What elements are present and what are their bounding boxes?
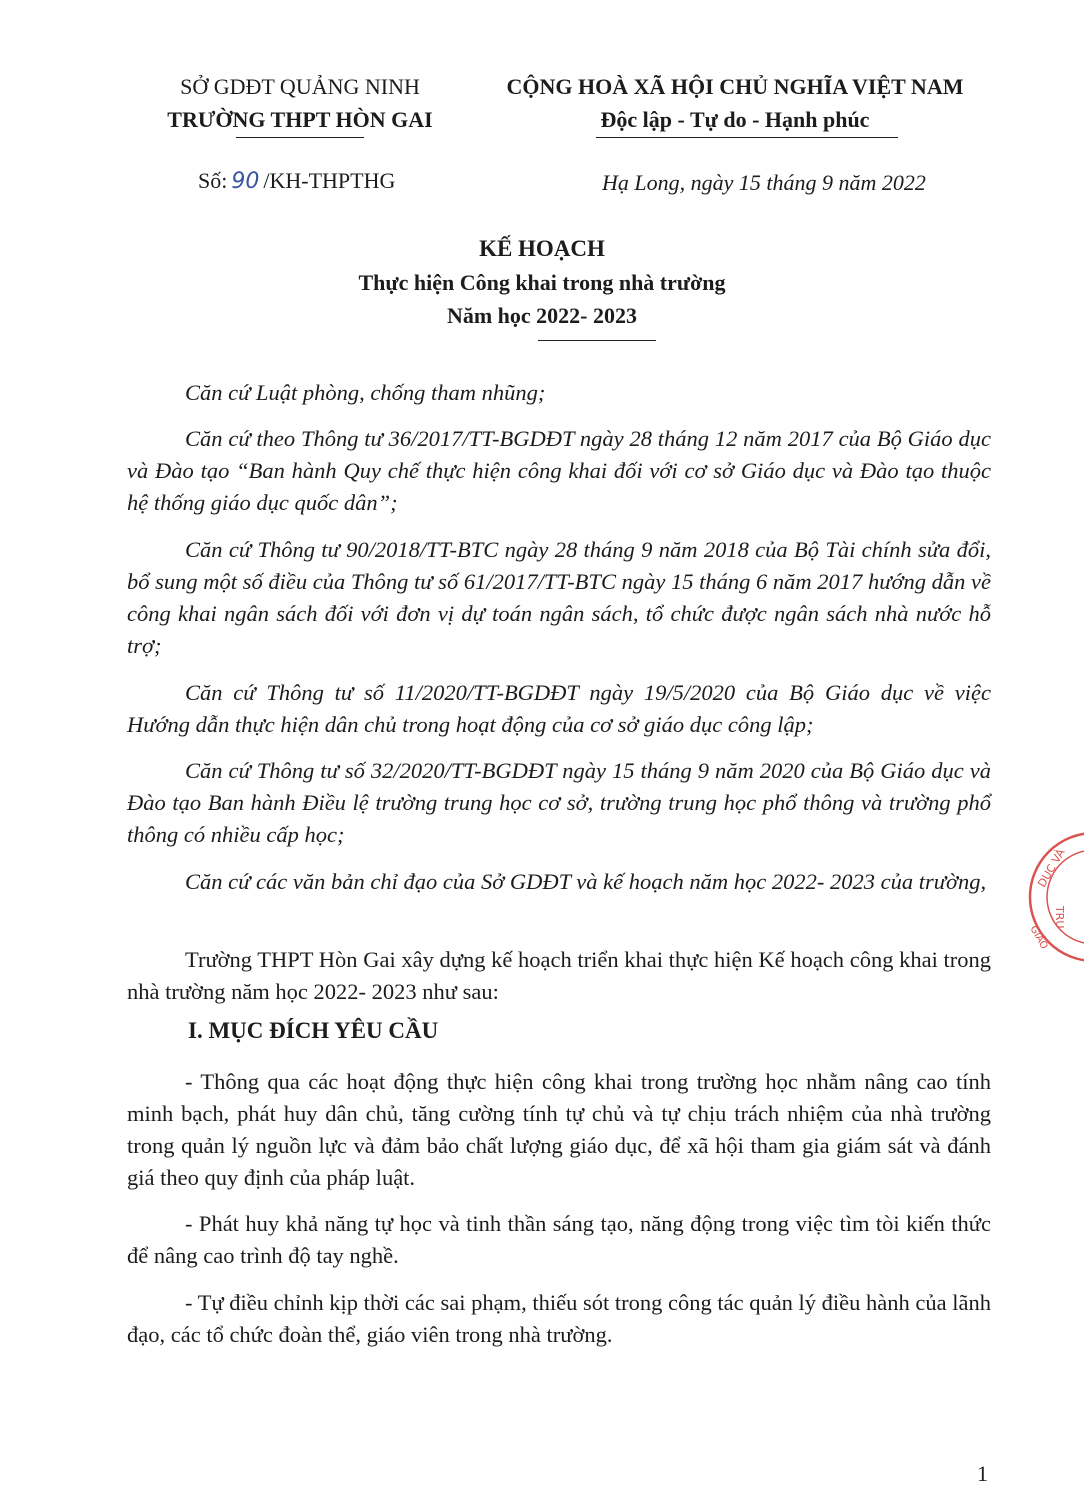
- legal-basis-2: Căn cứ theo Thông tư 36/2017/TT-BGDĐT ngày 28 tháng 12 năm 2017 của Bộ Giáo dục và Đào tạo “Ban hành Quy chế thực hiện công khai đối với cơ sở Giáo dục và Đào tạo thuộc hệ thống giáo dục quốc dân”;: [127, 426, 991, 515]
- stamp-text-top: DỤC VÀ: [1035, 846, 1068, 890]
- page-number: 1: [977, 1461, 988, 1486]
- purpose-item-1: - Thông qua các hoạt động thực hiện công khai trong trường học nhằm nâng cao tính minh bạch, phát huy dân chủ, tăng cường tính tự chủ và tự chịu trách nhiệm của nhà trường trong quản lý nguồn lực và đảm bảo chất lượng giáo dục, để xã hội tham gia giám sát và đánh giá theo quy định của pháp luật.: [127, 1069, 991, 1190]
- section-heading: I. MỤC ĐÍCH YÊU CẦU: [188, 1018, 439, 1043]
- document-year: Năm học 2022- 2023: [446, 303, 638, 328]
- legal-basis-4: Căn cứ Thông tư số 11/2020/TT-BGDĐT ngày 19/5/2020 của Bộ Giáo dục về việc Hướng dẫn thực hiện dân chủ trong hoạt động của cơ sở giáo dục công lập;: [127, 680, 991, 737]
- title-underline: [538, 340, 656, 341]
- document-date: Hạ Long, ngày 15 tháng 9 năm 2022: [602, 170, 926, 195]
- purpose-item-3: - Tự điều chỉnh kịp thời các sai phạm, thiếu sót trong công tác quản lý điều hành của lãnh đạo, các tổ chức đoàn thể, giáo viên trong nhà trường.: [127, 1290, 991, 1347]
- stamp-text-side: TRU: [1053, 906, 1066, 929]
- issuer-underline: [236, 137, 364, 138]
- motto-underline: [596, 137, 898, 138]
- document-subtitle: Thực hiện Công khai trong nhà trường: [358, 270, 726, 295]
- national-motto: Độc lập - Tự do - Hạnh phúc: [600, 107, 870, 132]
- number-prefix: Số:: [198, 168, 228, 193]
- intro-paragraph: Trường THPT Hòn Gai xây dựng kế hoạch triển khai thực hiện Kế hoạch công khai trong nhà trường năm học 2022- 2023 như sau:: [127, 947, 991, 1004]
- legal-basis-1: Căn cứ Luật phòng, chống tham nhũng;: [185, 380, 546, 405]
- document-number: [198, 167, 395, 196]
- official-stamp: [1022, 828, 1084, 966]
- legal-basis-6: Căn cứ các văn bản chỉ đạo của Sở GDĐT và kế hoạch năm học 2022- 2023 của trường,: [185, 869, 987, 894]
- issuer-school: TRƯỜNG THPT HÒN GAI: [167, 107, 433, 132]
- number-suffix: /KH-THPTHG: [263, 168, 396, 193]
- national-title: CỘNG HOÀ XÃ HỘI CHỦ NGHĨA VIỆT NAM: [506, 74, 964, 99]
- document-title: KẾ HOẠCH: [479, 236, 605, 261]
- purpose-item-2: - Phát huy khả năng tự học và tinh thần sáng tạo, năng động trong việc tìm tòi kiến thức để nâng cao trình độ tay nghề.: [127, 1211, 991, 1268]
- issuer-department: SỞ GDĐT QUẢNG NINH: [180, 74, 420, 99]
- stamp-text-bottom: GIÁO: [1027, 924, 1050, 952]
- legal-basis-3: Căn cứ Thông tư 90/2018/TT-BTC ngày 28 tháng 9 năm 2018 của Bộ Tài chính sửa đổi, bổ sung một số điều của Thông tư số 61/2017/TT-BTC ngày 15 tháng 6 năm 2017 hướng dẫn về công khai ngân sách đối với đơn vị dự toán ngân sách, tổ chức được ngân sách nhà nước hỗ trợ;: [127, 537, 991, 658]
- legal-basis-5: Căn cứ Thông tư số 32/2020/TT-BGDĐT ngày 15 tháng 9 năm 2020 của Bộ Giáo dục và Đào tạo Ban hành Điều lệ trường trung học cơ sở, trường trung học phổ thông và trường phổ thông có nhiều cấp học;: [127, 758, 991, 847]
- number-handwritten: 90: [231, 169, 260, 194]
